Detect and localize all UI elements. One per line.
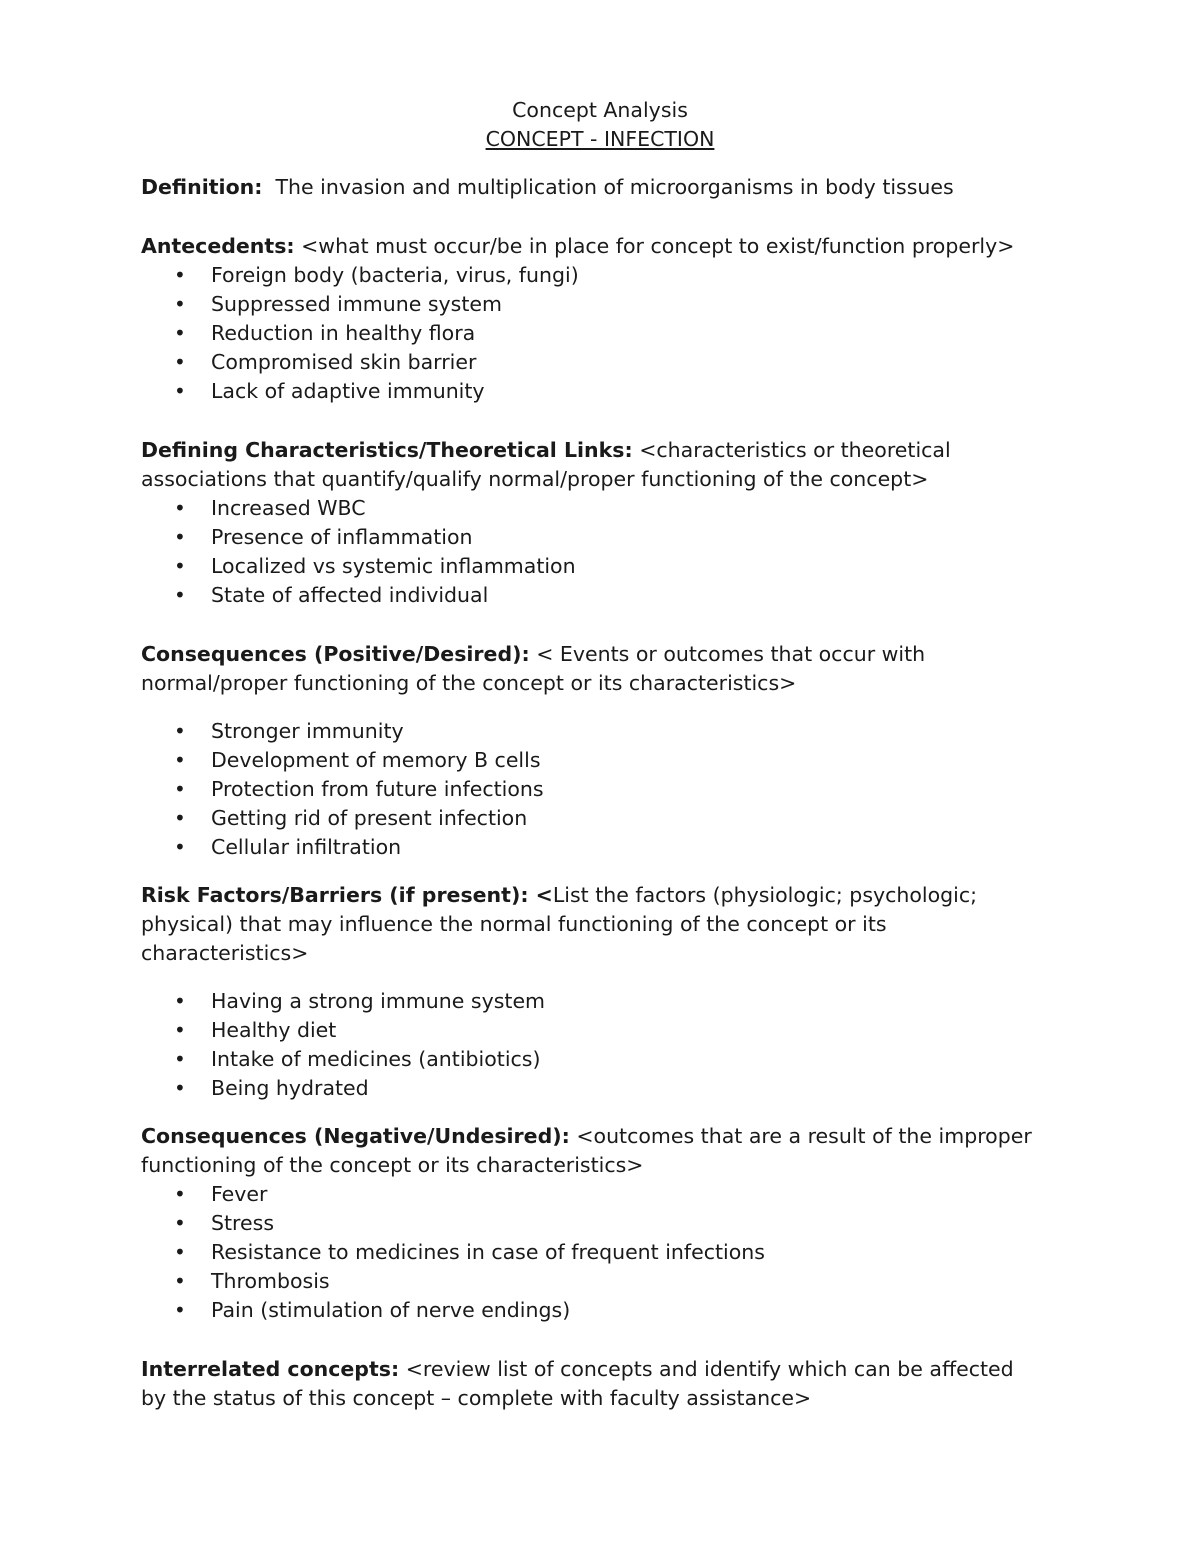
antecedents-prompt: <what must occur/be in place for concept to exist/function properly> xyxy=(301,234,1015,258)
list-item: • State of affected individual xyxy=(141,581,1041,610)
consequences-positive-section xyxy=(141,640,1041,698)
list-item: • Thrombosis xyxy=(141,1267,1041,1296)
risk-factors-label: Risk Factors/Barriers (if present): < xyxy=(141,883,553,907)
risk-factors-section xyxy=(141,881,1041,968)
interrelated-label: Interrelated concepts: xyxy=(141,1357,400,1381)
risk-factors-prompt: List the factors (physiologic; psychologic; physical) that may influence the normal functioning of the concept or its characteristics> xyxy=(141,883,978,965)
consequences-positive-label: Consequences (Positive/Desired): xyxy=(141,642,530,666)
concept-subtitle: CONCEPT - INFECTION xyxy=(485,127,715,151)
antecedents-label: Antecedents: xyxy=(141,234,295,258)
document-title: Concept Analysis xyxy=(512,98,688,122)
list-item: • Lack of adaptive immunity xyxy=(141,377,1041,406)
antecedents-section xyxy=(141,232,1041,261)
consequences-negative-list xyxy=(141,1180,1041,1325)
defining-characteristics-list xyxy=(141,494,1041,610)
list-item: • Reduction in healthy flora xyxy=(141,319,1041,348)
list-item: • Suppressed immune system xyxy=(141,290,1041,319)
consequences-negative-section xyxy=(141,1122,1041,1180)
defining-characteristics-label: Defining Characteristics/Theoretical Links: xyxy=(141,438,633,462)
consequences-negative-prompt: <outcomes that are a result of the improper functioning of the concept or its characteristics> xyxy=(141,1124,1032,1177)
interrelated-section xyxy=(141,1355,1041,1413)
document-body xyxy=(141,96,1041,1413)
document-title-block xyxy=(141,96,1041,154)
list-item: • Resistance to medicines in case of frequent infections xyxy=(141,1238,1041,1267)
list-item: • Having a strong immune system xyxy=(141,987,1041,1016)
defining-characteristics-prompt: <characteristics or theoretical associations that quantify/qualify normal/proper functioning of the concept> xyxy=(141,438,951,491)
consequences-positive-list xyxy=(141,717,1041,862)
list-item: • Compromised skin barrier xyxy=(141,348,1041,377)
list-item: • Foreign body (bacteria, virus, fungi) xyxy=(141,261,1041,290)
interrelated-prompt: <review list of concepts and identify which can be affected by the status of this concept – complete with faculty assistance> xyxy=(141,1357,1014,1410)
list-item: • Increased WBC xyxy=(141,494,1041,523)
list-item: • Pain (stimulation of nerve endings) xyxy=(141,1296,1041,1325)
definition-section xyxy=(141,173,1041,202)
list-item: • Fever xyxy=(141,1180,1041,1209)
list-item: • Stronger immunity xyxy=(141,717,1041,746)
list-item: • Cellular infiltration xyxy=(141,833,1041,862)
definition-label: Definition: xyxy=(141,175,263,199)
consequences-negative-label: Consequences (Negative/Undesired): xyxy=(141,1124,570,1148)
risk-factors-list xyxy=(141,987,1041,1103)
list-item: • Development of memory B cells xyxy=(141,746,1041,775)
defining-characteristics-section xyxy=(141,436,1041,494)
list-item: • Healthy diet xyxy=(141,1016,1041,1045)
list-item: • Localized vs systemic inflammation xyxy=(141,552,1041,581)
list-item: • Getting rid of present infection xyxy=(141,804,1041,833)
list-item: • Presence of inflammation xyxy=(141,523,1041,552)
list-item: • Stress xyxy=(141,1209,1041,1238)
list-item: • Being hydrated xyxy=(141,1074,1041,1103)
consequences-positive-prompt: < Events or outcomes that occur with normal/proper functioning of the concept or its characteristics> xyxy=(141,642,926,695)
definition-text: The invasion and multiplication of microorganisms in body tissues xyxy=(275,175,954,199)
antecedents-list xyxy=(141,261,1041,406)
list-item: • Intake of medicines (antibiotics) xyxy=(141,1045,1041,1074)
list-item: • Protection from future infections xyxy=(141,775,1041,804)
